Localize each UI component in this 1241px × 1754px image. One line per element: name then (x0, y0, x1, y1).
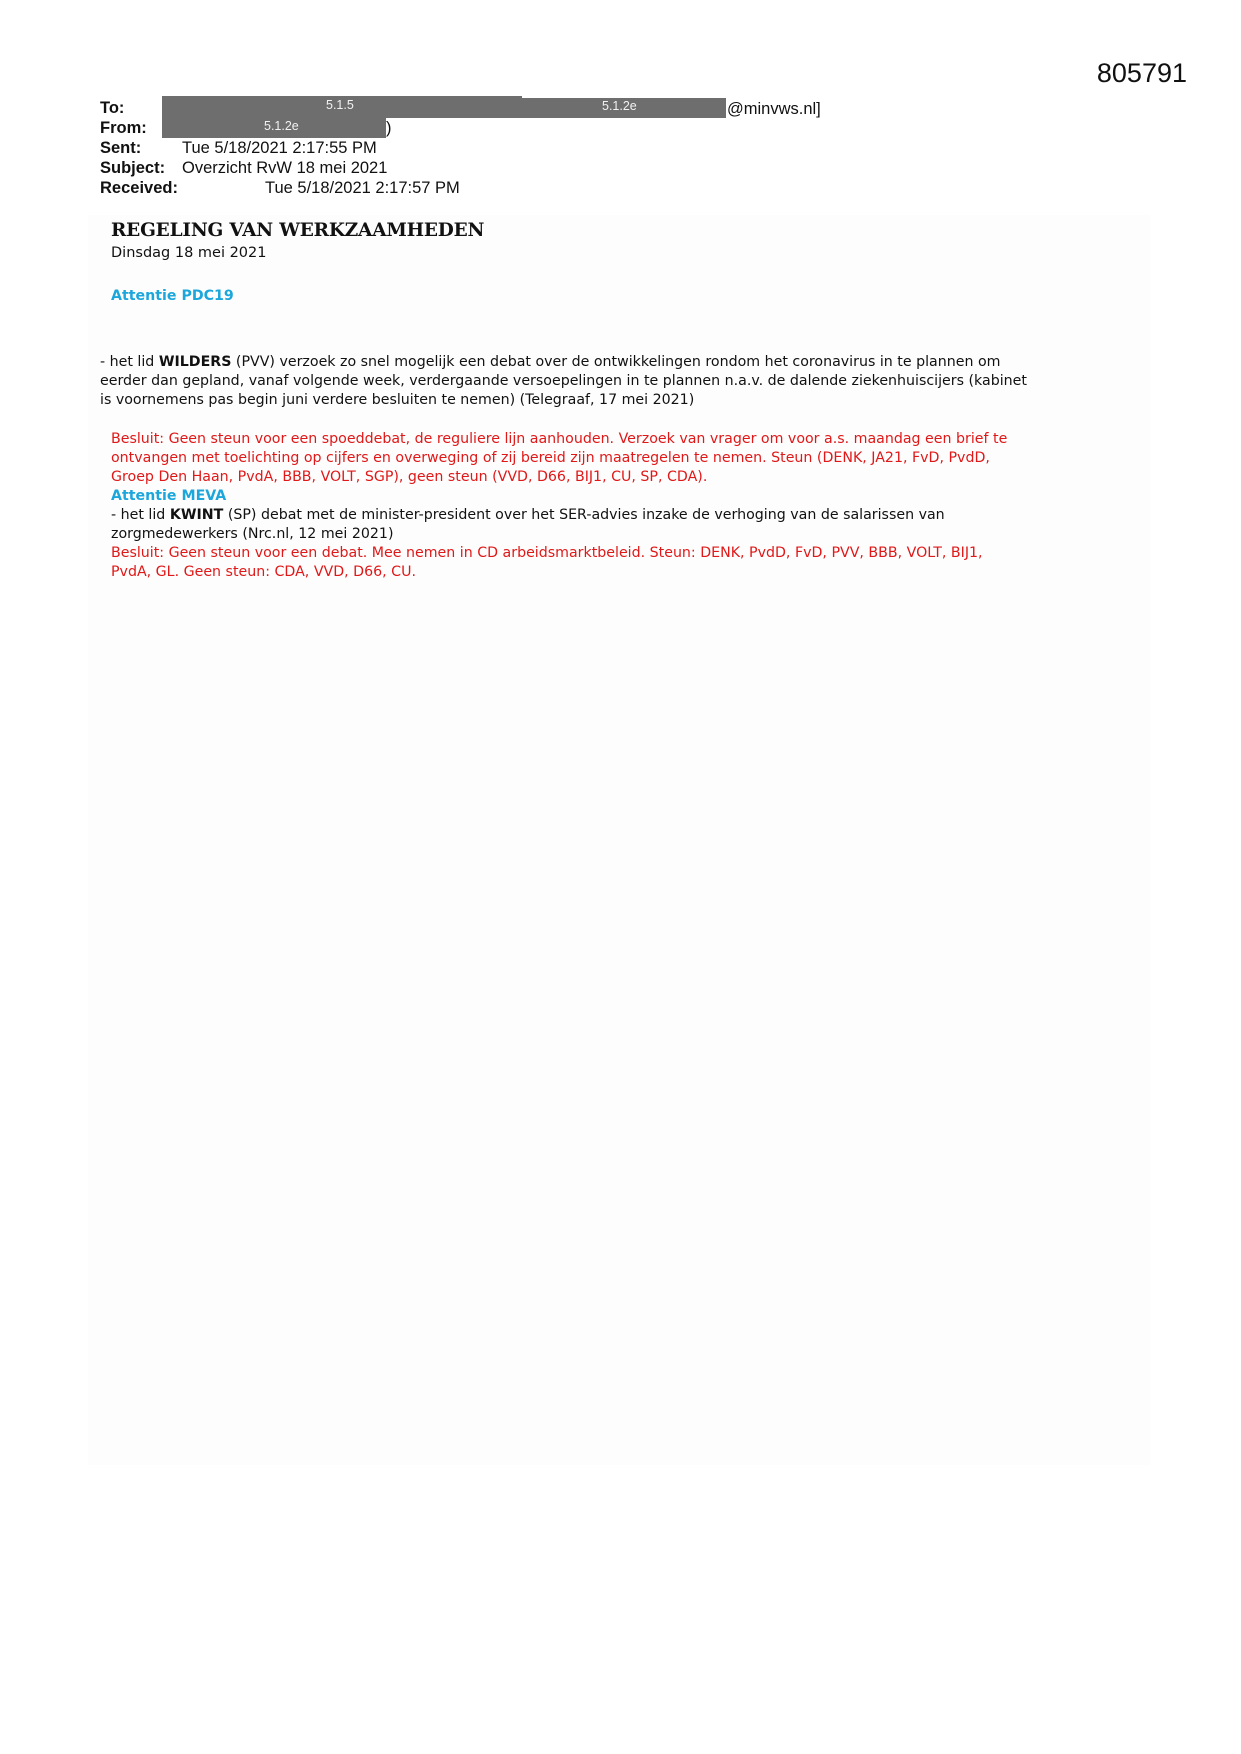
to-redaction-block (162, 96, 522, 118)
received-label: Received: (100, 179, 178, 197)
received-value: Tue 5/18/2021 2:17:57 PM (265, 179, 460, 197)
document-title: REGELING VAN WERKZAAMHEDEN (111, 220, 485, 241)
decision2-line2: PvdA, GL. Geen steun: CDA, VVD, D66, CU. (111, 564, 416, 580)
sent-row (100, 139, 860, 159)
document-id: 805791 (1096, 58, 1187, 88)
attention-meva: Attentie MEVA (111, 488, 227, 504)
decision1-line3: Groep Den Haan, PvdA, BBB, VOLT, SGP), geen steun (VVD, D66, BIJ1, CU, SP, CDA). (111, 469, 708, 485)
item1-line2: eerder dan gepland, vanaf volgende week, verdergaande versoepelingen in te plannen n.a.v. de dalende ziekenhuiscijers (kabinet (100, 373, 1027, 389)
document-date: Dinsdag 18 mei 2021 (111, 245, 267, 261)
item1-line3: is voornemens pas begin juni verdere besluiten te nemen) (Telegraaf, 17 mei 2021) (100, 392, 695, 408)
item1-line1 (100, 353, 1000, 372)
attention-pdc19: Attentie PDC19 (111, 288, 234, 304)
from-close-paren: ) (386, 119, 392, 137)
to-redaction-code-1: 5.1.5 (326, 98, 354, 112)
to-redaction-block-2 (522, 98, 726, 118)
item2-name: KWINT (169, 507, 224, 523)
to-domain: @minvws.nl] (727, 100, 821, 118)
subject-label: Subject: (100, 159, 166, 177)
received-row (100, 179, 860, 199)
decision1-line2: ontvangen met toelichting op cijfers en overweging of zij bereid zijn maatregelen te nemen. Steun (DENK, JA21, FvD, PvdD, (111, 450, 990, 466)
decision2-line1: Besluit: Geen steun voor een debat. Mee nemen in CD arbeidsmarktbeleid. Steun: DENK, PvdD, FvD, PVV, BBB, VOLT, BIJ1, (111, 545, 983, 561)
item1-line1-rest: (PVV) verzoek zo snel mogelijk een debat over de ontwikkelingen rondom het coronavirus in te plannen om (231, 354, 1001, 370)
subject-row (100, 159, 860, 179)
to-label: To: (100, 99, 125, 117)
item2-line1 (111, 506, 945, 525)
from-label: From: (100, 119, 147, 137)
item1-name: WILDERS (158, 354, 232, 370)
item2-prefix: - het lid (111, 507, 170, 523)
item2-line1-rest: (SP) debat met de minister-president over het SER-advies inzake de verhoging van de salarissen van (223, 507, 945, 523)
from-redaction-code: 5.1.2e (264, 119, 299, 133)
sent-value: Tue 5/18/2021 2:17:55 PM (182, 139, 377, 157)
item1-prefix: - het lid (100, 354, 159, 370)
sent-label: Sent: (100, 139, 142, 157)
subject-value: Overzicht RvW 18 mei 2021 (182, 159, 388, 177)
item2-line2: zorgmedewerkers (Nrc.nl, 12 mei 2021) (111, 526, 394, 542)
decision1-line1: Besluit: Geen steun voor een spoeddebat, de reguliere lijn aanhouden. Verzoek van vrager om voor a.s. maandag een brief te (111, 431, 1008, 447)
to-redaction-code-2: 5.1.2e (602, 99, 637, 113)
from-redaction-block (162, 118, 386, 138)
